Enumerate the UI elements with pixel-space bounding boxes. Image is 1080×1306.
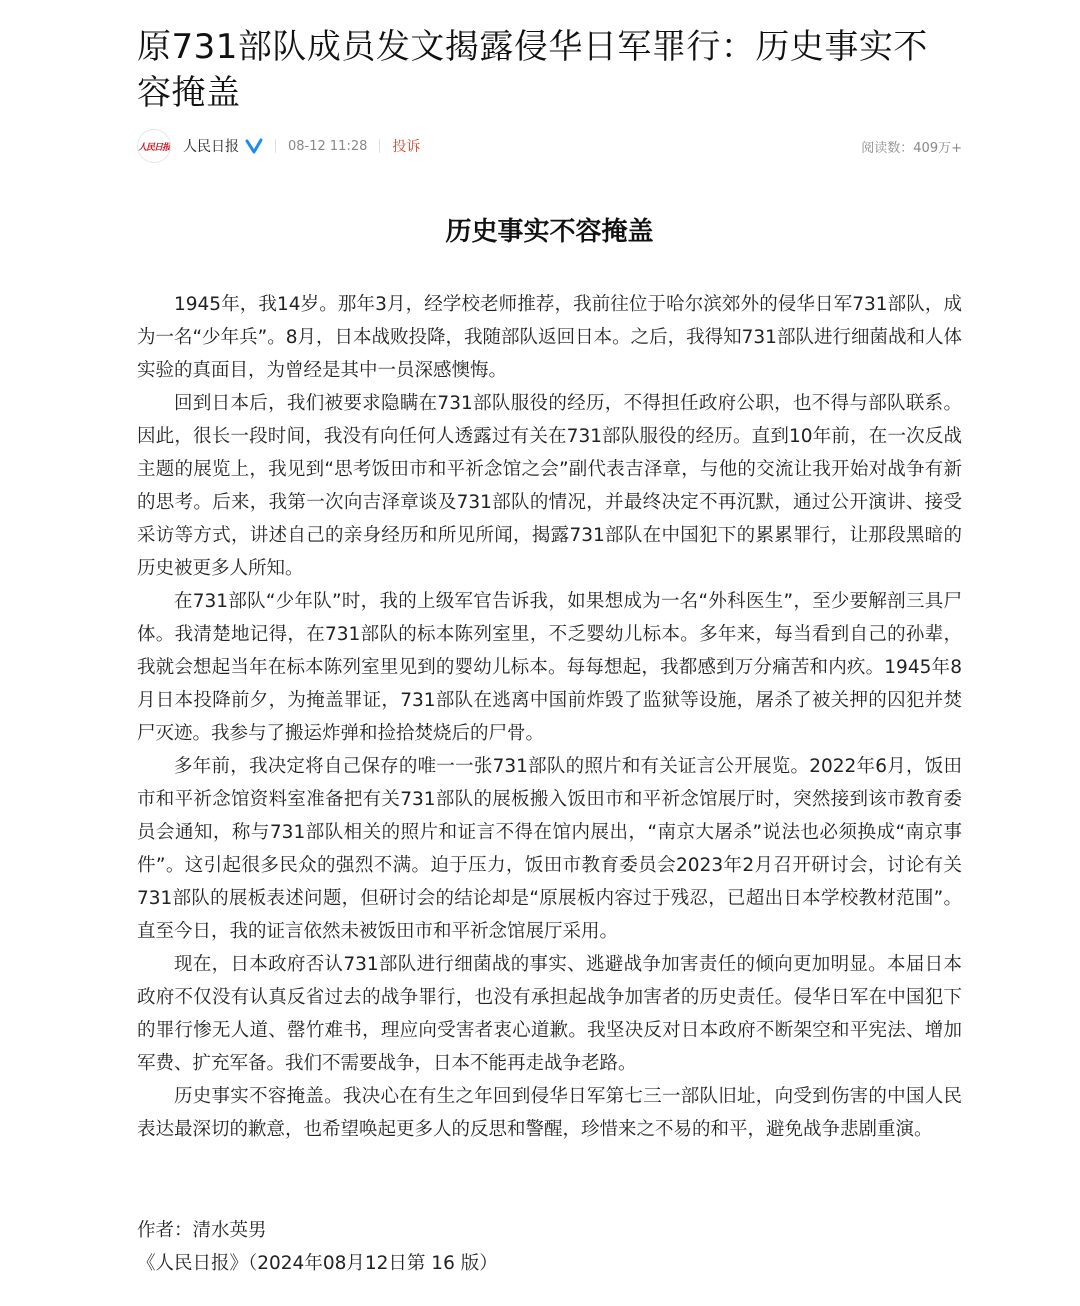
author-line: 作者：清水英男 [137, 1220, 267, 1241]
verified-check-icon [245, 137, 263, 155]
article-byline [137, 1214, 962, 1280]
article-paragraph: 回到日本后，我们被要求隐瞒在731部队服役的经历，不得担任政府公职，也不得与部队联系。因此，很长一段时间，我没有向任何人透露过有关在731部队服役的经历。直到10年前，在一次反战主题的展览上，我见到“思考饭田市和平祈念馆之会”副代表吉泽章，与他的交流让我开始对战争有新的思考。后来，我第一次向吉泽章谈及731部队的情况，并最终决定不再沉默，通过公开演讲、接受采访等方式，讲述自己的亲身经历和所见所闻，揭露731部队在中国犯下的累累罪行，让那段黑暗的历史被更多人所知。 [137, 393, 962, 579]
article-paragraph: 1945年，我14岁。那年3月，经学校老师推荐，我前往位于哈尔滨郊外的侵华日军731部队，成为一名“少年兵”。8月，日本战败投降，我随部队返回日本。之后，我得知731部队进行细菌战和人体实验的真面目，为曾经是其中一员深感懊悔。 [137, 294, 962, 381]
publish-time: 08-12 11:28 [288, 138, 368, 154]
article-title: 原731部队成员发文揭露侵华日军罪行：历史事实不容掩盖 [137, 27, 928, 113]
section-heading: 历史事实不容掩盖 [445, 217, 654, 247]
source-name[interactable]: 人民日报 [183, 139, 239, 155]
publication-line: 《人民日报》（2024年08月12日第 16 版） [137, 1253, 498, 1274]
source-logo: 人民日报 [138, 142, 171, 153]
author-meta-row [137, 128, 962, 164]
article-paragraph: 历史事实不容掩盖。我决心在有生之年回到侵华日军第七三一部队旧址，向受到伤害的中国人民表达最深切的歉意，也希望唤起更多人的反思和警醒，珍惜来之不易的和平，避免战争悲剧重演。 [137, 1086, 962, 1140]
article-paragraph: 在731部队“少年队”时，我的上级军官告诉我，如果想成为一名“外科医生”，至少要解剖三具尸体。我清楚地记得，在731部队的标本陈列室里，不乏婴幼儿标本。多年来，每当看到自己的孙辈，我就会想起当年在标本陈列室里见到的婴幼儿标本。每每想起，我都感到万分痛苦和内疚。1945年8月日本投降前夕，为掩盖罪证，731部队在逃离中国前炸毁了监狱等设施，屠杀了被关押的囚犯并焚尸灭迹。我参与了搬运炸弹和捡拾焚烧后的尸骨。 [137, 591, 962, 744]
read-count-value: 409万+ [913, 140, 962, 156]
meta-divider [379, 139, 380, 153]
article-paragraph: 现在，日本政府否认731部队进行细菌战的事实、逃避战争加害责任的倾向更加明显。本届日本政府不仅没有认真反省过去的战争罪行，也没有承担起战争加害者的历史责任。侵华日军在中国犯下的罪行惨无人道、罄竹难书，理应向受害者衷心道歉。我坚决反对日本政府不断架空和平宪法、增加军费、扩充军备。我们不需要战争，日本不能再走战争老路。 [137, 954, 962, 1074]
source-avatar[interactable] [137, 129, 171, 163]
article-paragraph: 多年前，我决定将自己保存的唯一一张731部队的照片和有关证言公开展览。2022年6月，饭田市和平祈念馆资料室准备把有关731部队的展板搬入饭田市和平祈念馆展厅时，突然接到该市教育委员会通知，称与731部队相关的照片和证言不得在馆内展出，“南京大屠杀”说法也必须换成“南京事件”。这引起很多民众的强烈不满。迫于压力，饭田市教育委员会2023年2月召开研讨会，讨论有关731部队的展板表述问题，但研讨会的结论却是“原展板内容过于残忍，已超出日本学校教材范围”。直至今日，我的证言依然未被饭田市和平祈念馆展厅采用。 [137, 756, 962, 942]
read-count-label: 阅读数： [861, 140, 914, 156]
article-body [137, 288, 962, 1146]
report-link[interactable]: 投诉 [392, 139, 421, 155]
meta-divider [275, 139, 276, 153]
read-count [861, 137, 962, 156]
